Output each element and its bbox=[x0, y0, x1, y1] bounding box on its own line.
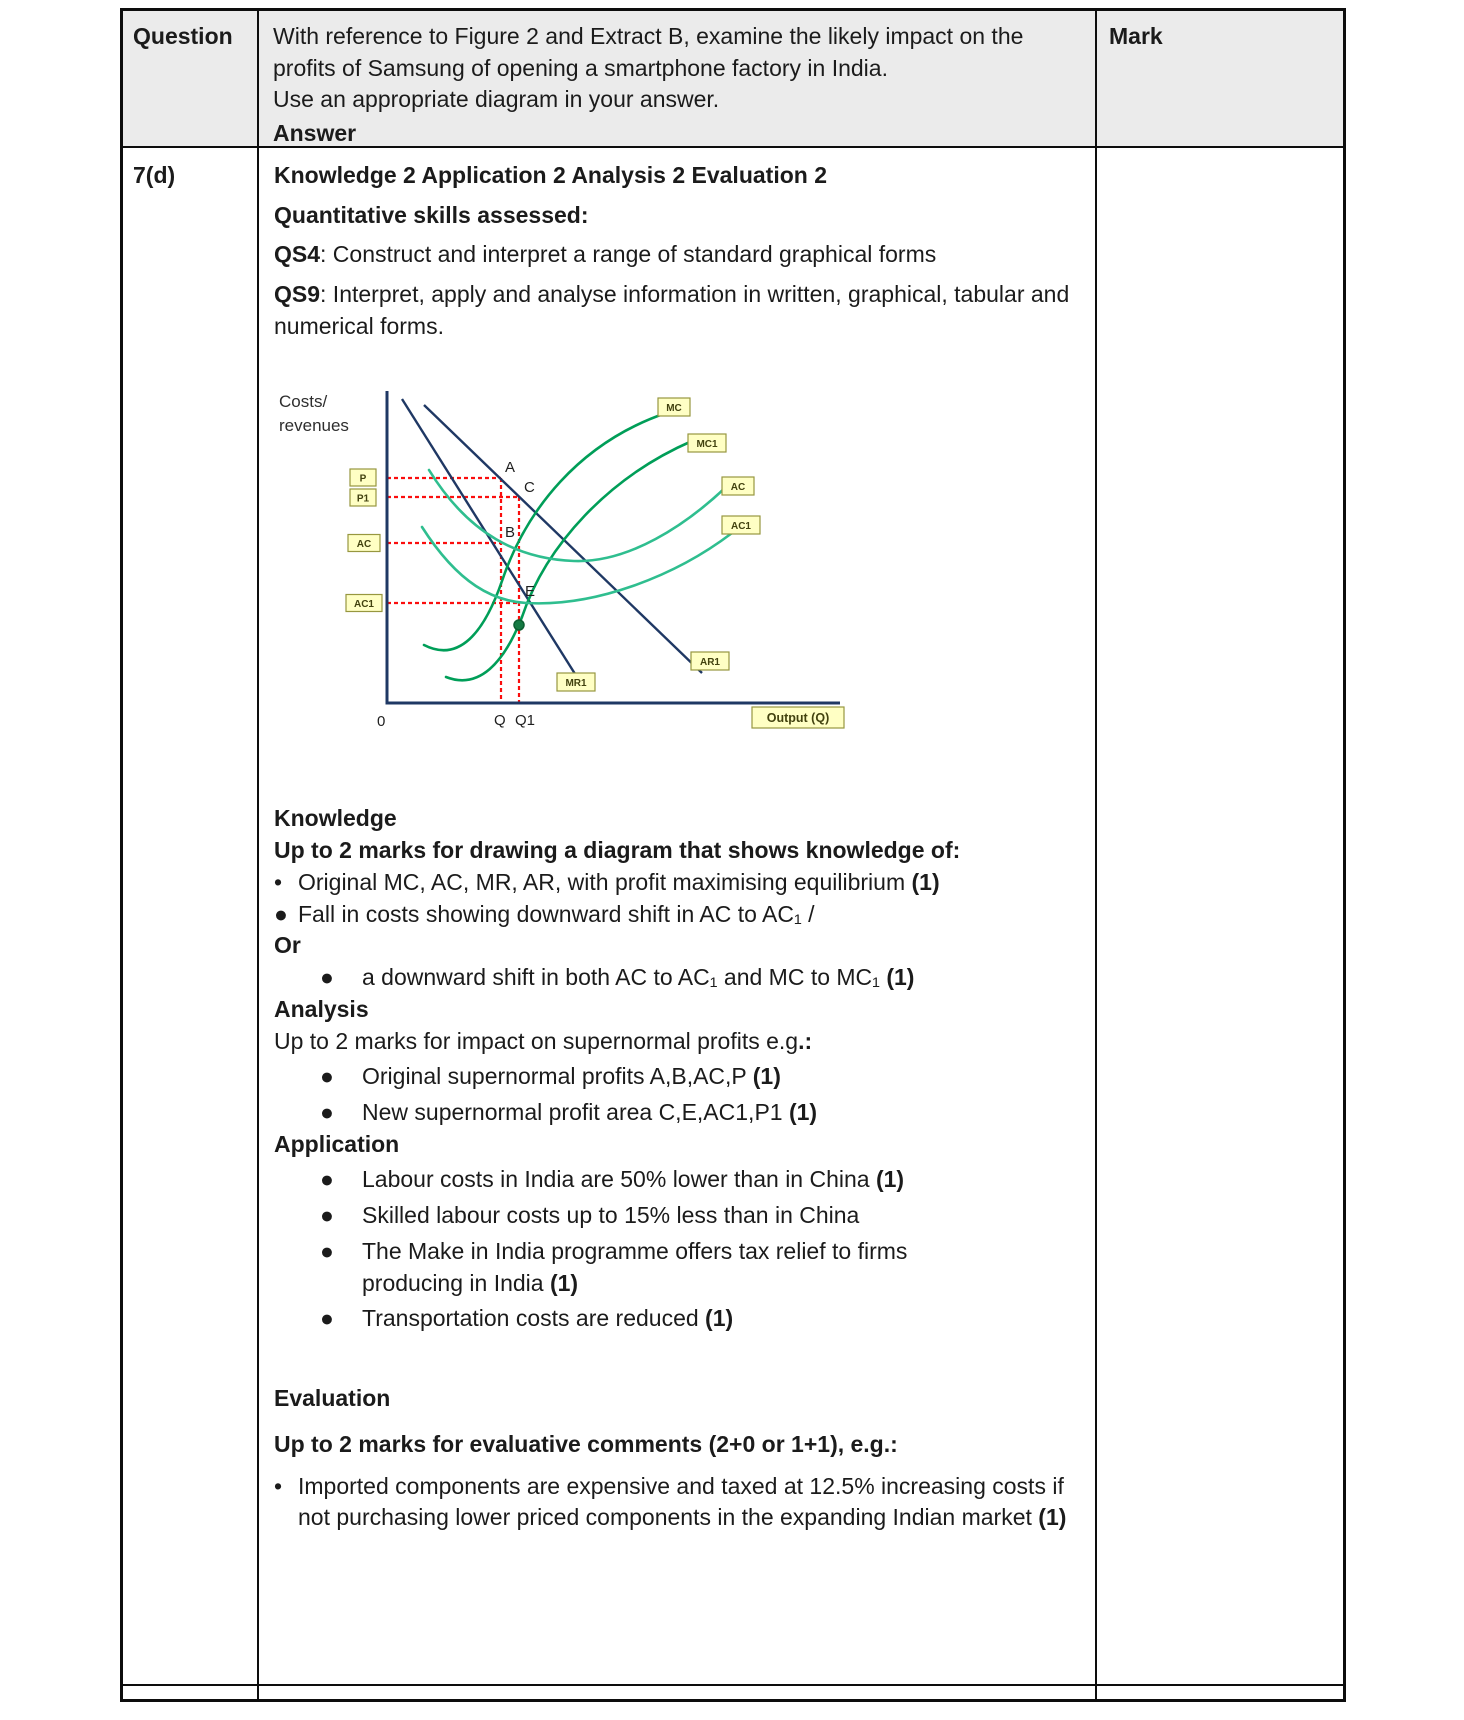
knowledge-intro: Up to 2 marks for drawing a diagram that shows knowledge of: bbox=[274, 837, 961, 864]
bullet-text: Fall in costs showing downward shift in AC to AC₁ / bbox=[298, 900, 815, 927]
qs4-line bbox=[274, 239, 1081, 271]
skills-marks-line: Knowledge 2 Application 2 Analysis 2 Evaluation 2 bbox=[274, 162, 827, 188]
bullet-icon: ● bbox=[320, 964, 334, 991]
mark-point: (1) bbox=[705, 1305, 734, 1332]
mr1-curve-label: MR1 bbox=[565, 677, 587, 689]
mc1-curve-label: MC1 bbox=[696, 438, 718, 450]
ar1-curve-label: AR1 bbox=[699, 656, 721, 668]
question-header-cell: Question bbox=[122, 10, 258, 147]
analysis-heading: Analysis bbox=[274, 995, 369, 1022]
footer-spacer-cell bbox=[258, 1685, 1096, 1700]
qs9-line bbox=[274, 279, 1081, 342]
bullet-icon: ● bbox=[274, 900, 288, 927]
point-label-b: B bbox=[505, 523, 516, 541]
y-axis-label-line1: Costs/ bbox=[279, 391, 328, 411]
mark-point: (1) bbox=[1038, 1504, 1067, 1531]
bullet-text: Transportation costs are reduced bbox=[362, 1305, 706, 1332]
point-label-e: E bbox=[525, 582, 536, 600]
application-bullet bbox=[274, 1303, 1081, 1335]
mark-point: (1) bbox=[875, 1166, 905, 1193]
origin-label: 0 bbox=[377, 712, 386, 730]
price-label-ac1: AC1 bbox=[353, 598, 375, 610]
qs4-label: QS4 bbox=[274, 241, 321, 268]
ac-curve-label: AC bbox=[730, 481, 746, 493]
qs4-text: : Construct and interpret a range of standard graphical forms bbox=[320, 241, 937, 268]
point-label-c: C bbox=[524, 478, 535, 496]
bullet-text: a downward shift in both AC to AC₁ and MC to MC₁ bbox=[362, 964, 887, 991]
price-label-ac: AC bbox=[356, 538, 372, 550]
bullet-icon: ● bbox=[320, 1166, 334, 1193]
mark-value-cell bbox=[1096, 147, 1344, 1685]
bullet-text: New supernormal profit area C,E,AC1,P1 bbox=[362, 1099, 789, 1126]
bullet-text: Imported components are expensive and taxed at 12.5% increasing costs if not purchasing lower priced components in the expanding Indian market bbox=[298, 1472, 1064, 1531]
quantity-label-q: Q bbox=[494, 711, 506, 729]
mc-curve-label: MC bbox=[666, 402, 682, 414]
bullet-text: The Make in India programme offers tax relief to firms producing in India bbox=[362, 1237, 908, 1296]
price-label-boxes bbox=[346, 469, 382, 612]
knowledge-bullet bbox=[274, 867, 1081, 899]
mark-point: (1) bbox=[752, 1063, 781, 1090]
bullet-text: Original supernormal profits A,B,AC,P bbox=[362, 1063, 753, 1090]
point-label-a: A bbox=[505, 458, 516, 476]
mark-point: (1) bbox=[886, 964, 915, 991]
application-bullet bbox=[274, 1164, 1081, 1196]
analysis-intro: Up to 2 marks for impact on supernormal profits e.g.: bbox=[274, 1027, 813, 1054]
quant-skills-heading: Quantitative skills assessed: bbox=[274, 201, 589, 228]
curve-label-boxes bbox=[557, 398, 760, 691]
bullet-icon: ● bbox=[320, 1305, 334, 1332]
analysis-bullet bbox=[274, 1061, 1081, 1093]
evaluation-heading: Evaluation bbox=[274, 1385, 391, 1412]
equilibrium-dot bbox=[514, 620, 524, 630]
knowledge-heading: Knowledge bbox=[274, 805, 397, 832]
mc-curve bbox=[424, 413, 666, 650]
quantity-label-q1: Q1 bbox=[515, 711, 536, 729]
answer-label: Answer bbox=[273, 120, 357, 147]
qs9-text: : Interpret, apply and analyse information in written, graphical, tabular and numerical forms. bbox=[274, 281, 1070, 339]
qs9-label: QS9 bbox=[274, 281, 321, 308]
bullet-text: Labour costs in India are 50% lower than in China bbox=[362, 1166, 876, 1193]
ac-curve bbox=[429, 470, 726, 561]
analysis-bullet bbox=[274, 1097, 1081, 1129]
knowledge-or-bullet bbox=[274, 962, 1081, 994]
price-label-p: P bbox=[359, 473, 367, 485]
bullet-icon: ● bbox=[320, 1099, 334, 1126]
evaluation-intro: Up to 2 marks for evaluative comments (2+0 or 1+1), e.g.: bbox=[274, 1430, 898, 1457]
bullet-icon: ● bbox=[320, 1202, 334, 1229]
bullet-icon: • bbox=[274, 1472, 283, 1499]
bullet-icon: ● bbox=[320, 1237, 334, 1264]
bullet-icon: ● bbox=[320, 1063, 334, 1090]
question-text-cell bbox=[258, 10, 1096, 147]
question-instruction: Use an appropriate diagram in your answer. bbox=[273, 86, 720, 113]
bullet-text: Skilled labour costs up to 15% less than in China bbox=[362, 1202, 860, 1229]
diagram-svg bbox=[274, 385, 854, 737]
x-axis-label: Output (Q) bbox=[766, 710, 830, 725]
mark-header-cell: Mark bbox=[1096, 10, 1344, 147]
knowledge-bullet bbox=[274, 899, 1081, 931]
question-text: With reference to Figure 2 and Extract B, examine the likely impact on the profits of Samsung of opening a smartphone factory in India. bbox=[273, 23, 1024, 81]
bullet-icon: • bbox=[274, 868, 283, 895]
bullet-text: Original MC, AC, MR, AR, with profit maximising equilibrium bbox=[298, 868, 912, 895]
price-label-p1: P1 bbox=[356, 493, 370, 505]
cost-revenue-diagram bbox=[274, 385, 1081, 746]
answer-body-cell bbox=[258, 147, 1096, 1685]
footer-spacer-cell bbox=[122, 1685, 258, 1700]
y-axis-label-line2: revenues bbox=[279, 415, 349, 435]
ac1-curve-label: AC1 bbox=[730, 520, 752, 532]
mark-point: (1) bbox=[788, 1099, 818, 1126]
mark-point: (1) bbox=[911, 868, 940, 895]
mark-point: (1) bbox=[549, 1269, 579, 1296]
application-bullet bbox=[274, 1236, 1081, 1299]
output-axis-box bbox=[752, 707, 844, 728]
mark-scheme-table bbox=[120, 8, 1346, 1702]
application-heading: Application bbox=[274, 1130, 400, 1157]
question-number-cell: 7(d) bbox=[122, 147, 258, 1685]
footer-spacer-cell bbox=[1096, 1685, 1344, 1700]
application-bullet bbox=[274, 1200, 1081, 1232]
or-label: Or bbox=[274, 932, 301, 959]
ac1-curve bbox=[422, 527, 732, 603]
evaluation-bullet bbox=[274, 1471, 1081, 1534]
